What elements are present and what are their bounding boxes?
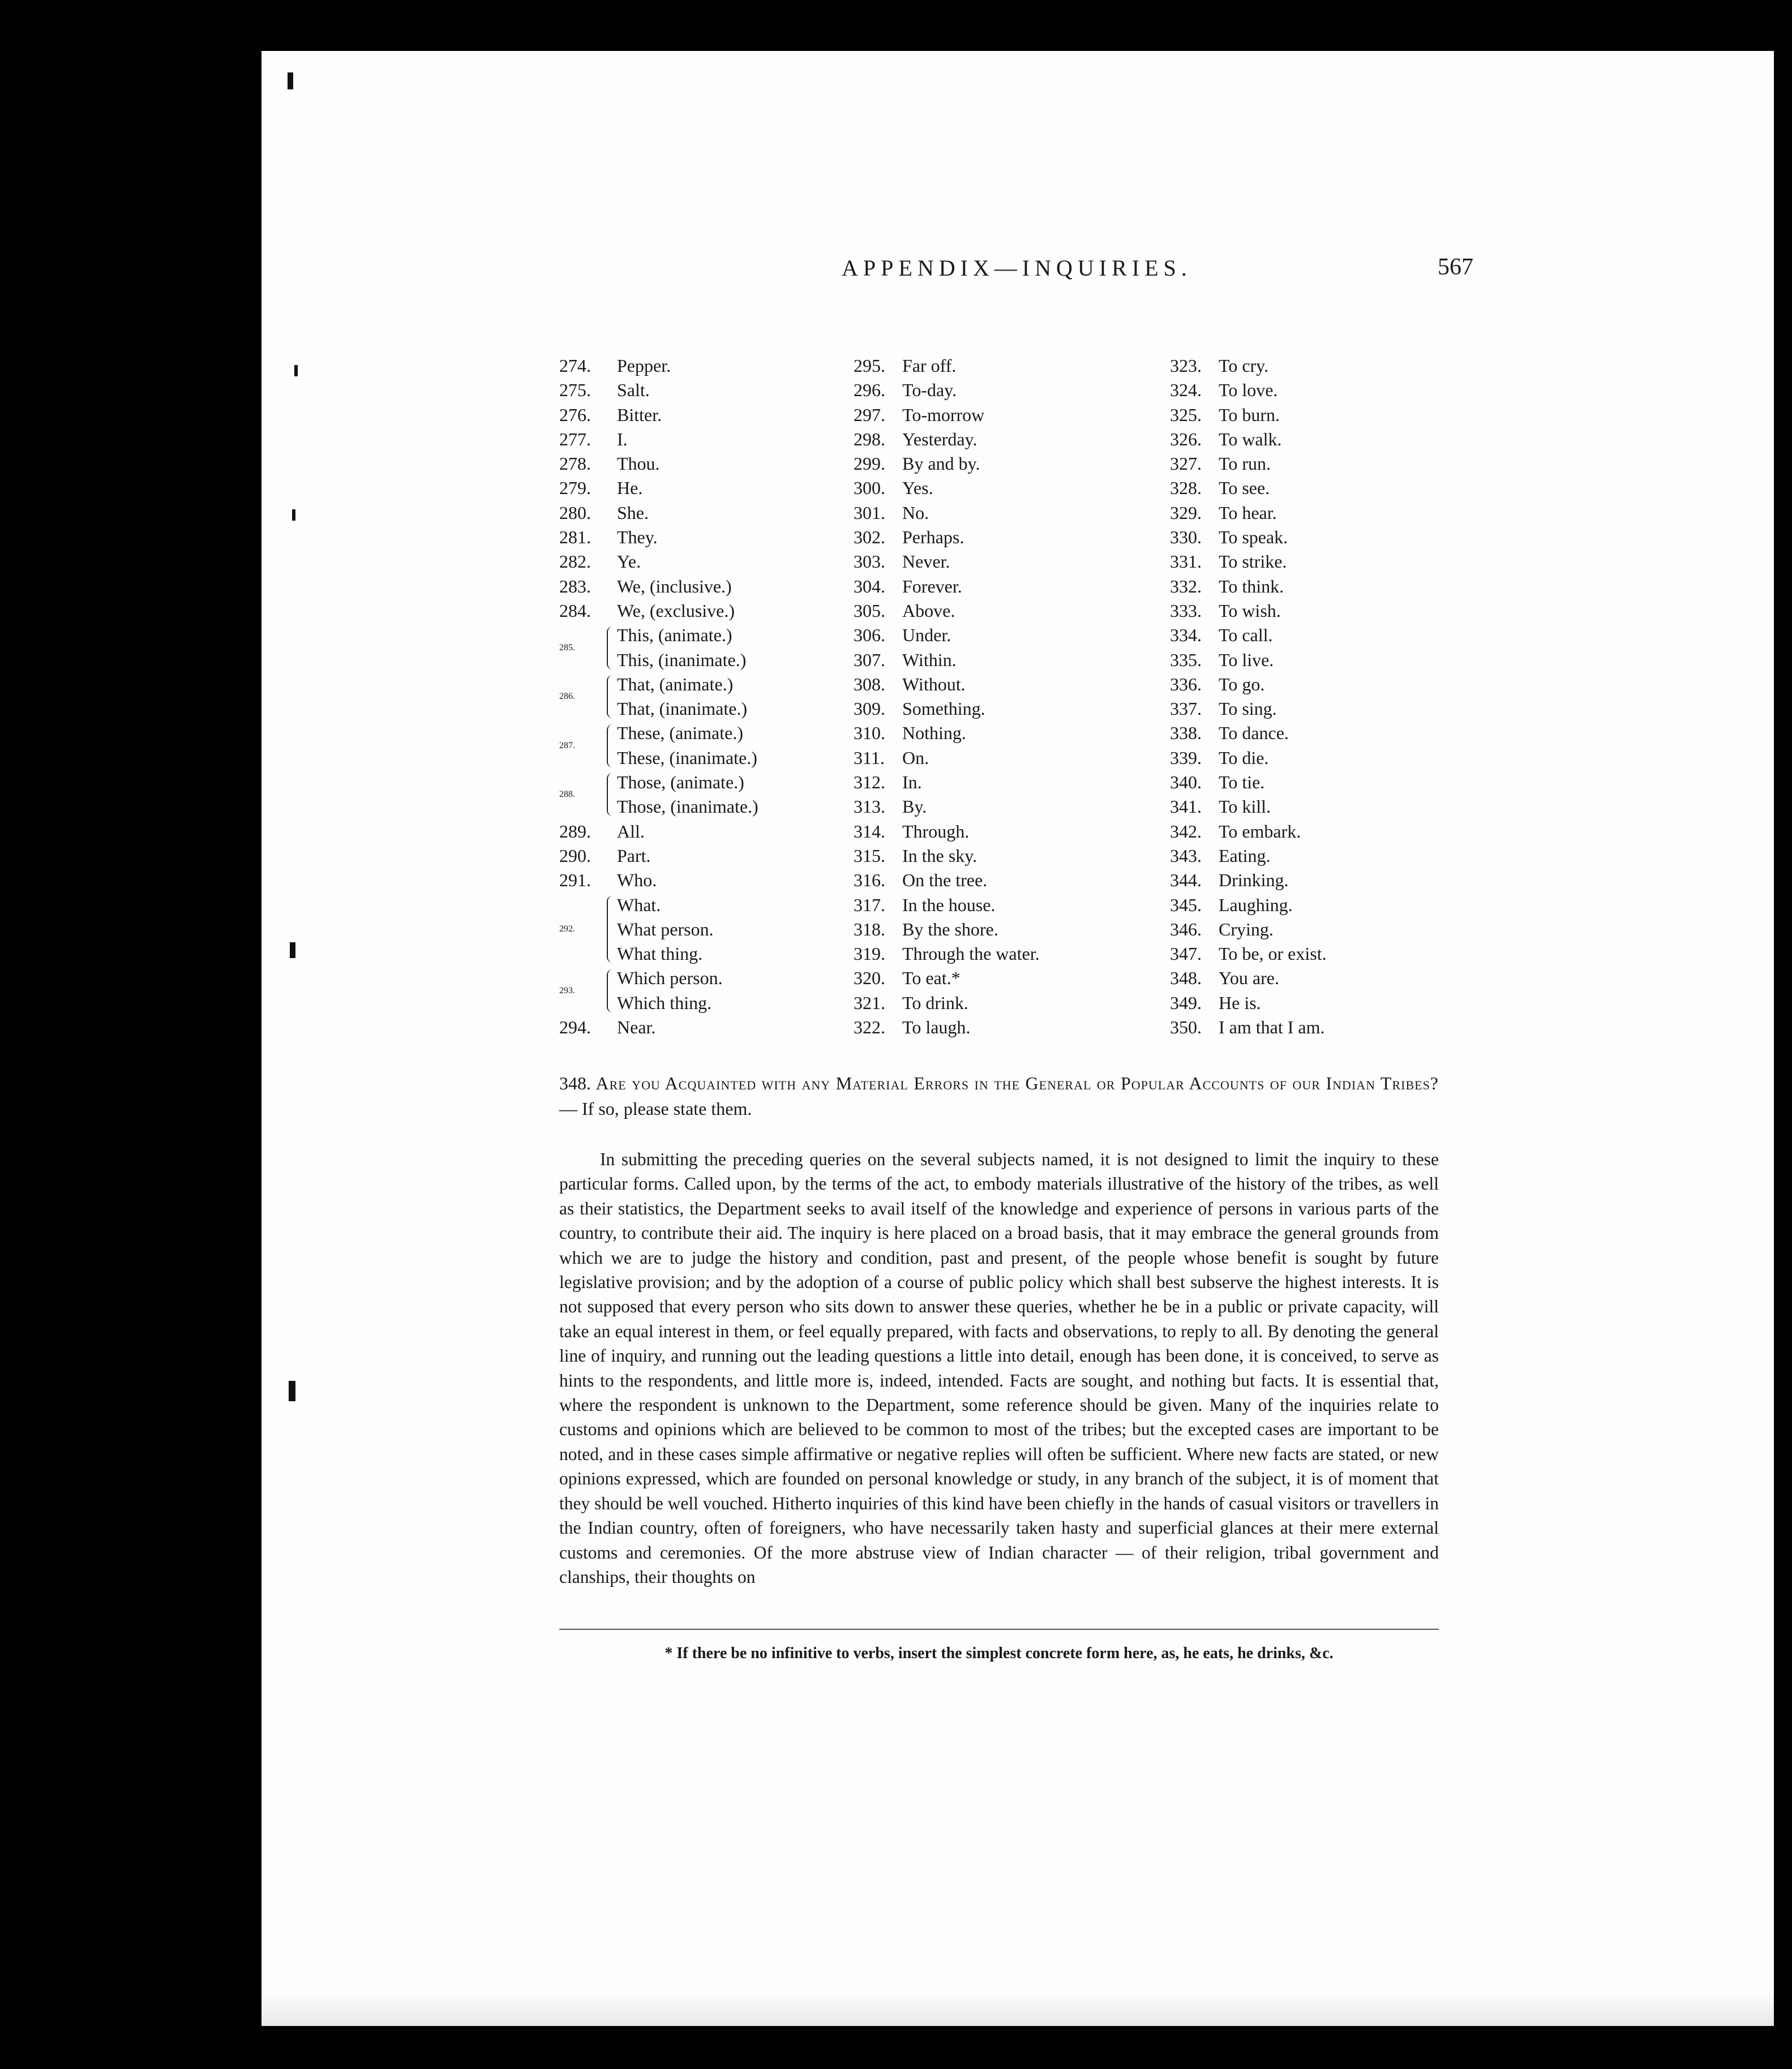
item-text: On. bbox=[902, 747, 929, 768]
item-text: Never. bbox=[902, 551, 950, 572]
item-text: Crying. bbox=[1219, 918, 1274, 939]
question-number: 348. bbox=[559, 1073, 591, 1093]
item-number: 326. bbox=[1170, 428, 1202, 449]
item-number: 322. bbox=[854, 1017, 885, 1038]
list-item bbox=[1170, 746, 1453, 770]
list-item bbox=[1170, 893, 1453, 917]
item-number: 312. bbox=[854, 772, 885, 793]
list-item bbox=[854, 893, 1171, 917]
list-item bbox=[559, 868, 865, 892]
list-item bbox=[1170, 844, 1453, 868]
item-text: To cry. bbox=[1219, 355, 1269, 376]
item-text: Eating. bbox=[1219, 845, 1271, 866]
brace bbox=[607, 675, 612, 718]
item-text: Yesterday. bbox=[902, 428, 978, 449]
item-number: 306. bbox=[854, 625, 885, 646]
list-item bbox=[854, 819, 1171, 844]
item-text: These, (animate.) bbox=[617, 723, 743, 744]
item-text: To tie. bbox=[1219, 772, 1265, 793]
item-number: 328. bbox=[1170, 478, 1202, 499]
list-item bbox=[1170, 819, 1453, 844]
item-number: 339. bbox=[1170, 747, 1202, 768]
item-number: 318. bbox=[854, 918, 885, 939]
list-item bbox=[854, 378, 1171, 402]
scan-speck bbox=[292, 509, 295, 521]
item-number: 281. bbox=[559, 527, 591, 548]
item-text: Drinking. bbox=[1219, 870, 1289, 891]
list-item bbox=[854, 917, 1171, 942]
item-text: To walk. bbox=[1219, 428, 1282, 449]
word-list-column-c bbox=[1170, 354, 1453, 1040]
list-item bbox=[1170, 354, 1453, 378]
item-number: 300. bbox=[854, 478, 885, 499]
item-number: 349. bbox=[1170, 992, 1202, 1013]
item-number: 336. bbox=[1170, 673, 1202, 694]
item-number: 323. bbox=[1170, 355, 1202, 376]
word-list-column-a bbox=[559, 354, 865, 1040]
item-number: 325. bbox=[1170, 404, 1202, 425]
item-text: Those, (animate.) bbox=[617, 772, 744, 793]
item-text: By the shore. bbox=[902, 918, 998, 939]
list-item bbox=[617, 746, 757, 770]
list-item bbox=[1170, 378, 1453, 402]
item-number: 309. bbox=[854, 698, 885, 719]
item-number: 341. bbox=[1170, 796, 1202, 817]
list-item bbox=[559, 452, 865, 476]
list-item bbox=[1170, 966, 1453, 990]
item-number: 316. bbox=[854, 870, 885, 891]
item-number: 314. bbox=[854, 821, 885, 842]
item-text: I. bbox=[617, 428, 628, 449]
list-item bbox=[854, 795, 1171, 819]
item-number: 293. bbox=[559, 985, 575, 995]
footnote: * If there be no infinitive to verbs, insert the simplest concrete form here, as, he eats, he drinks, &c. bbox=[665, 1645, 1334, 1662]
list-item bbox=[1170, 1015, 1453, 1040]
list-item bbox=[559, 525, 865, 550]
list-item bbox=[1170, 795, 1453, 819]
item-text: These, (inanimate.) bbox=[617, 747, 757, 768]
item-text: Above. bbox=[902, 600, 955, 621]
brace bbox=[607, 724, 612, 767]
item-number: 343. bbox=[1170, 845, 1202, 866]
item-number: 335. bbox=[1170, 649, 1202, 670]
list-item bbox=[854, 942, 1171, 966]
item-number: 296. bbox=[854, 380, 885, 401]
item-text: To strike. bbox=[1219, 551, 1287, 572]
footnote-divider bbox=[559, 1629, 1439, 1630]
item-text: We, (exclusive.) bbox=[617, 600, 735, 621]
item-number: 348. bbox=[1170, 968, 1202, 989]
list-item bbox=[1170, 599, 1453, 623]
item-text: Pepper. bbox=[617, 355, 671, 376]
item-text: To call. bbox=[1219, 625, 1273, 646]
list-item bbox=[854, 648, 1171, 672]
list-item bbox=[854, 525, 1171, 550]
list-item bbox=[854, 427, 1171, 452]
list-item-group bbox=[559, 721, 865, 770]
list-item bbox=[617, 721, 757, 745]
list-item bbox=[1170, 452, 1453, 476]
scan-speck bbox=[289, 1381, 295, 1401]
list-item bbox=[854, 746, 1171, 770]
item-text: She. bbox=[617, 502, 649, 523]
item-number: 303. bbox=[854, 551, 885, 572]
list-item bbox=[854, 721, 1171, 745]
list-item bbox=[854, 966, 1171, 990]
item-text: To wish. bbox=[1219, 600, 1281, 621]
item-text: On the tree. bbox=[902, 870, 988, 891]
scan-speck bbox=[290, 942, 295, 958]
list-item bbox=[1170, 721, 1453, 745]
item-text: Within. bbox=[902, 649, 957, 670]
item-text: To think. bbox=[1219, 576, 1284, 596]
item-text: To burn. bbox=[1219, 404, 1280, 425]
item-number: 279. bbox=[559, 478, 591, 499]
running-header: APPENDIX—INQUIRIES. bbox=[842, 255, 1192, 281]
word-list-column-b bbox=[854, 354, 1171, 1040]
item-text: In the sky. bbox=[902, 845, 978, 866]
item-number: 289. bbox=[559, 821, 591, 842]
list-item bbox=[559, 354, 865, 378]
item-text: Bitter. bbox=[617, 404, 662, 425]
item-number: 321. bbox=[854, 992, 885, 1013]
item-number: 285. bbox=[559, 642, 575, 653]
scan-speck bbox=[294, 365, 298, 376]
list-item bbox=[1170, 648, 1453, 672]
list-item bbox=[559, 574, 865, 599]
item-number: 278. bbox=[559, 453, 591, 474]
list-item bbox=[854, 476, 1171, 500]
list-item bbox=[854, 403, 1171, 427]
item-text: What person. bbox=[617, 918, 714, 939]
list-item bbox=[854, 550, 1171, 574]
item-text: To love. bbox=[1219, 380, 1278, 401]
item-text: I am that I am. bbox=[1219, 1017, 1325, 1038]
item-text: To live. bbox=[1219, 649, 1274, 670]
list-item bbox=[854, 697, 1171, 721]
item-number: 346. bbox=[1170, 918, 1202, 939]
item-number: 319. bbox=[854, 943, 885, 964]
list-item bbox=[854, 672, 1171, 697]
item-number: 338. bbox=[1170, 723, 1202, 744]
item-text: To laugh. bbox=[902, 1017, 971, 1038]
list-item bbox=[1170, 868, 1453, 892]
body-paragraph: In submitting the preceding queries on the several subjects named, it is not designed to limit the inquiry to these particular forms. Called upon, by the terms of the act, to embody materials illustrative of the history of the tribes, as well as their statistics, the Department seeks to avail itself of the knowledge and experience of persons in various parts of the country, to contribute their aid. The inquiry is here placed on a broad basis, that it may embrace the general grounds from which we are to judge the history and condition, past and present, of the people whose benefit is sought by future legislative provision; and by the adoption of a course of public policy which shall best subserve the highest interests. It is not supposed that every person who sits down to answer these queries, whether he be in a public or private capacity, will take an equal interest in them, or feel equally prepared, with facts and observations, to reply to all. By denoting the general line of inquiry, and running out the leading questions a little into detail, enough has been done, it is conceived, to serve as hints to the respondents, and little more is, indeed, intended. Facts are sought, and nothing but facts. It is essential that, where the respondent is unknown to the Department, some reference should be given. Many of the inquiries relate to customs and opinions which are believed to be common to most of the tribes; but the excepted cases are important to be noted, and in these cases simple affirmative or negative replies will often be sufficient. Where new facts are stated, or new opinions expressed, which are founded on personal knowledge or study, in any branch of the subject, it is of moment that they should be well vouched. Hitherto inquiries of this kind have been chiefly in the hands of casual visitors or travellers in the Indian country, often of foreigners, who have necessarily taken hasty and superficial glances at their mere external customs and ceremonies. Of the more abstruse view of Indian character — of their religion, tribal government and clanships, their thoughts on bbox=[559, 1149, 1439, 1587]
item-text: All. bbox=[617, 821, 645, 842]
item-number: 324. bbox=[1170, 380, 1202, 401]
list-item bbox=[617, 917, 714, 942]
item-text: To die. bbox=[1219, 747, 1269, 768]
item-text: What. bbox=[617, 894, 661, 915]
brace bbox=[607, 773, 612, 816]
item-number: 310. bbox=[854, 723, 885, 744]
item-text: To run. bbox=[1219, 453, 1271, 474]
item-number: 276. bbox=[559, 404, 591, 425]
list-item bbox=[617, 623, 746, 647]
list-item bbox=[617, 672, 747, 697]
item-text: To be, or exist. bbox=[1219, 943, 1327, 964]
item-number: 332. bbox=[1170, 576, 1202, 596]
list-item bbox=[617, 893, 714, 917]
list-item bbox=[854, 501, 1171, 525]
list-item bbox=[559, 599, 865, 623]
list-item bbox=[617, 648, 746, 672]
item-text: Under. bbox=[902, 625, 951, 646]
list-item bbox=[854, 623, 1171, 647]
list-item bbox=[1170, 476, 1453, 500]
item-text: Without. bbox=[902, 673, 966, 694]
item-number: 287. bbox=[559, 740, 575, 750]
page-edge-shadow bbox=[261, 1992, 1774, 2026]
list-item bbox=[559, 501, 865, 525]
item-text: That, (animate.) bbox=[617, 673, 734, 694]
list-item bbox=[1170, 550, 1453, 574]
list-item bbox=[1170, 917, 1453, 942]
list-item bbox=[1170, 623, 1453, 647]
item-text: To dance. bbox=[1219, 723, 1289, 744]
item-number: 288. bbox=[559, 789, 575, 800]
list-item bbox=[854, 1015, 1171, 1040]
item-number: 331. bbox=[1170, 551, 1202, 572]
list-item bbox=[559, 403, 865, 427]
list-item bbox=[617, 991, 723, 1015]
item-text: To kill. bbox=[1219, 796, 1271, 817]
item-number: 302. bbox=[854, 527, 885, 548]
item-text: Through the water. bbox=[902, 943, 1040, 964]
item-text: To see. bbox=[1219, 478, 1270, 499]
item-text: He is. bbox=[1219, 992, 1261, 1013]
item-text: Perhaps. bbox=[902, 527, 964, 548]
item-text: To-day. bbox=[902, 380, 957, 401]
list-item bbox=[1170, 697, 1453, 721]
item-number: 292. bbox=[559, 924, 575, 934]
item-number: 304. bbox=[854, 576, 885, 596]
list-item-group bbox=[559, 893, 865, 967]
item-text: Through. bbox=[902, 821, 970, 842]
list-item bbox=[559, 819, 865, 844]
item-text: What thing. bbox=[617, 943, 703, 964]
item-number: 305. bbox=[854, 600, 885, 621]
item-number: 283. bbox=[559, 576, 591, 596]
item-text: Those, (inanimate.) bbox=[617, 796, 758, 817]
list-item bbox=[559, 1015, 865, 1040]
item-number: 334. bbox=[1170, 625, 1202, 646]
item-text: By and by. bbox=[902, 453, 980, 474]
item-number: 295. bbox=[854, 355, 885, 376]
item-text: To-morrow bbox=[902, 404, 985, 425]
list-item bbox=[1170, 991, 1453, 1015]
item-text: Which person. bbox=[617, 968, 723, 989]
item-text: Something. bbox=[902, 698, 985, 719]
list-item bbox=[854, 574, 1171, 599]
item-text: By. bbox=[902, 796, 927, 817]
item-number: 311. bbox=[854, 747, 885, 768]
list-item bbox=[854, 354, 1171, 378]
list-item bbox=[854, 844, 1171, 868]
item-number: 313. bbox=[854, 796, 885, 817]
item-text: We, (inclusive.) bbox=[617, 576, 732, 596]
item-text: Which thing. bbox=[617, 992, 712, 1013]
item-number: 330. bbox=[1170, 527, 1202, 548]
item-text: Salt. bbox=[617, 380, 650, 401]
item-number: 329. bbox=[1170, 502, 1202, 523]
list-item-group bbox=[559, 770, 865, 819]
list-item bbox=[1170, 501, 1453, 525]
list-item bbox=[1170, 672, 1453, 697]
list-item bbox=[1170, 427, 1453, 452]
list-item bbox=[854, 868, 1171, 892]
item-text: In the house. bbox=[902, 894, 996, 915]
item-number: 297. bbox=[854, 404, 885, 425]
item-number: 342. bbox=[1170, 821, 1202, 842]
list-item-group bbox=[559, 672, 865, 722]
item-number: 307. bbox=[854, 649, 885, 670]
item-number: 301. bbox=[854, 502, 885, 523]
item-text: Yes. bbox=[902, 478, 933, 499]
list-item bbox=[617, 966, 723, 990]
item-number: 327. bbox=[1170, 453, 1202, 474]
brace bbox=[607, 969, 612, 1012]
item-number: 308. bbox=[854, 673, 885, 694]
item-number: 291. bbox=[559, 870, 591, 891]
list-item bbox=[617, 795, 758, 819]
list-item bbox=[617, 942, 714, 966]
item-number: 333. bbox=[1170, 600, 1202, 621]
item-number: 337. bbox=[1170, 698, 1202, 719]
list-item-group bbox=[559, 966, 865, 1015]
list-item bbox=[559, 427, 865, 452]
item-number: 282. bbox=[559, 551, 591, 572]
item-number: 340. bbox=[1170, 772, 1202, 793]
list-item bbox=[854, 991, 1171, 1015]
item-text: They. bbox=[617, 527, 658, 548]
scan-speck bbox=[288, 72, 293, 89]
item-number: 345. bbox=[1170, 894, 1202, 915]
item-text: That, (inanimate.) bbox=[617, 698, 748, 719]
item-text: To go. bbox=[1219, 673, 1265, 694]
item-number: 298. bbox=[854, 428, 885, 449]
item-number: 275. bbox=[559, 380, 591, 401]
item-text: No. bbox=[902, 502, 929, 523]
item-number: 317. bbox=[854, 894, 885, 915]
item-number: 277. bbox=[559, 428, 591, 449]
list-item bbox=[1170, 525, 1453, 550]
list-item bbox=[854, 770, 1171, 795]
item-number: 347. bbox=[1170, 943, 1202, 964]
list-item bbox=[559, 476, 865, 500]
list-item bbox=[854, 452, 1171, 476]
item-text: Laughing. bbox=[1219, 894, 1293, 915]
item-text: Who. bbox=[617, 870, 657, 891]
item-text: You are. bbox=[1219, 968, 1279, 989]
item-text: To embark. bbox=[1219, 821, 1301, 842]
item-number: 280. bbox=[559, 502, 591, 523]
item-text: Ye. bbox=[617, 551, 641, 572]
item-number: 344. bbox=[1170, 870, 1202, 891]
item-number: 350. bbox=[1170, 1017, 1202, 1038]
list-item bbox=[617, 697, 747, 721]
item-text: Part. bbox=[617, 845, 651, 866]
item-number: 284. bbox=[559, 600, 591, 621]
list-item bbox=[854, 599, 1171, 623]
item-number: 294. bbox=[559, 1017, 591, 1038]
brace bbox=[607, 626, 612, 669]
question-tail: — If so, please state them. bbox=[559, 1098, 752, 1119]
item-number: 315. bbox=[854, 845, 885, 866]
item-number: 286. bbox=[559, 692, 575, 702]
list-item bbox=[617, 770, 758, 795]
list-item bbox=[559, 550, 865, 574]
item-number: 290. bbox=[559, 845, 591, 866]
item-number: 320. bbox=[854, 968, 885, 989]
item-text: This, (animate.) bbox=[617, 625, 732, 646]
item-text: To hear. bbox=[1219, 502, 1277, 523]
list-item bbox=[1170, 403, 1453, 427]
list-item bbox=[1170, 574, 1453, 599]
item-text: Near. bbox=[617, 1017, 656, 1038]
item-text: To speak. bbox=[1219, 527, 1288, 548]
item-text: Thou. bbox=[617, 453, 660, 474]
item-text: To sing. bbox=[1219, 698, 1277, 719]
item-text: To drink. bbox=[902, 992, 968, 1013]
item-text: Far off. bbox=[902, 355, 957, 376]
item-text: This, (inanimate.) bbox=[617, 649, 747, 670]
question-348 bbox=[559, 1071, 1439, 1122]
list-item bbox=[559, 844, 865, 868]
item-text: He. bbox=[617, 478, 643, 499]
list-item-group bbox=[559, 623, 865, 672]
page-number: 567 bbox=[1438, 254, 1473, 280]
list-item bbox=[559, 378, 865, 402]
question-heading: Are you Acquainted with any Material Errors in the General or Popular Accounts of our Indian Tribes? bbox=[595, 1073, 1439, 1093]
list-item bbox=[1170, 770, 1453, 795]
item-text: In. bbox=[902, 772, 922, 793]
brace bbox=[607, 896, 612, 963]
item-text: To eat.* bbox=[902, 968, 961, 989]
page bbox=[261, 51, 1774, 2026]
item-text: Nothing. bbox=[902, 723, 966, 744]
item-number: 299. bbox=[854, 453, 885, 474]
item-text: Forever. bbox=[902, 576, 962, 596]
item-number: 274. bbox=[559, 355, 591, 376]
list-item bbox=[1170, 942, 1453, 966]
